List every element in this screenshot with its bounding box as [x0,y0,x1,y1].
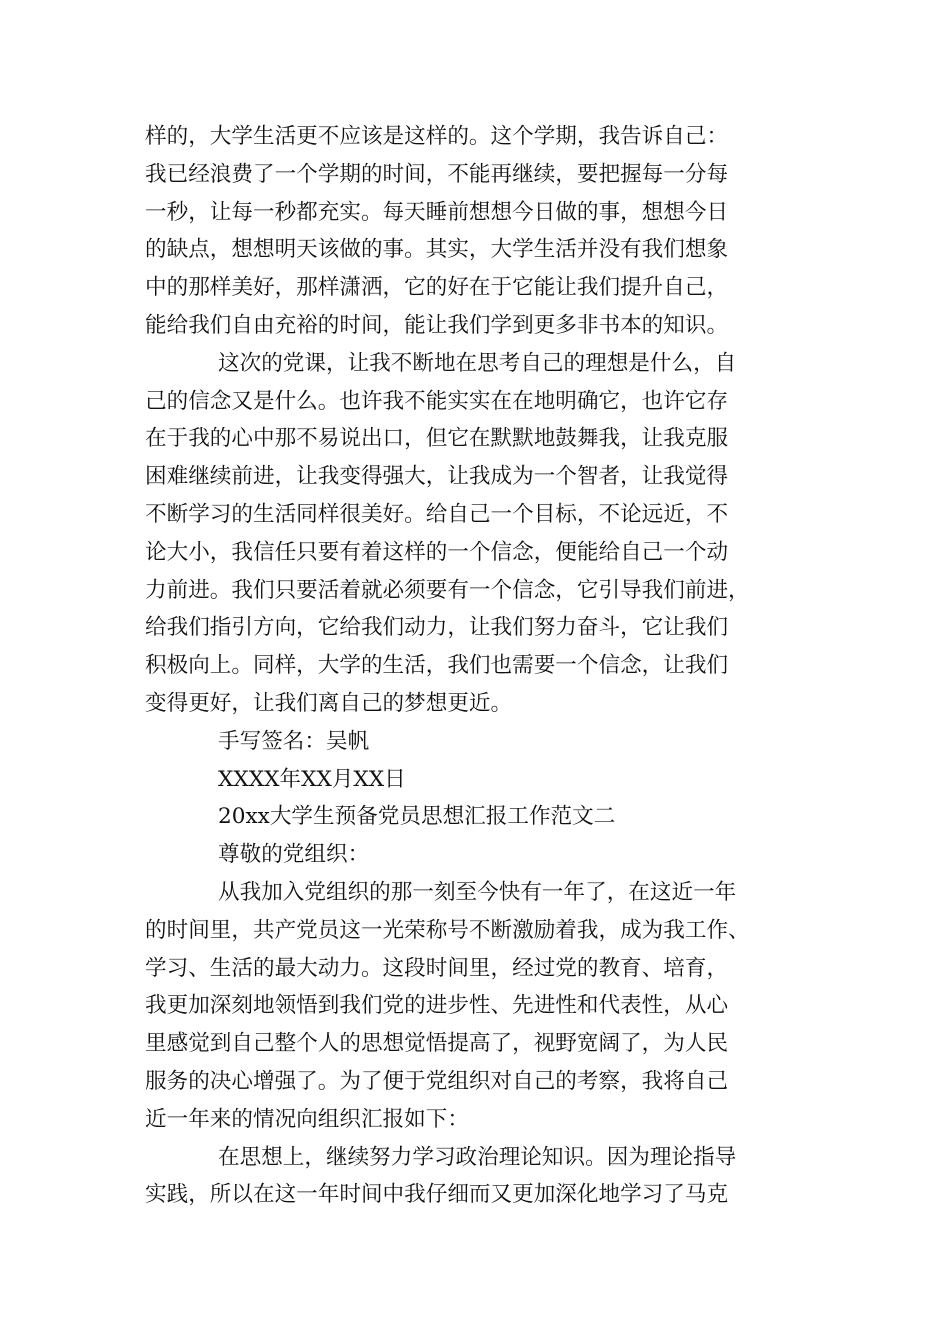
text-line: 困难继续前进，让我变得强大，让我成为一个智者，让我觉得 [145,464,729,490]
text-line: 学习、生活的最大动力。这段时间里，经过党的教育、培育， [145,955,729,981]
text-line: 变得更好，让我们离自己的梦想更近。 [145,690,513,716]
text-line: 在思想上，继续努力学习政治理论知识。因为理论指导 [218,1144,737,1170]
paragraph-2 [145,345,805,723]
text-line: 服务的决心增强了。为了便于党组织对自己的考察，我将自己 [145,1068,729,1094]
text-line: 一秒，让每一秒都充实。每天睡前想想今日做的事，想想今日 [145,199,729,225]
text-line: 能给我们自由充裕的时间，能让我们学到更多非书本的知识。 [145,312,729,338]
text-line: 积极向上。同样，大学的生活，我们也需要一个信念，让我们 [145,653,729,679]
text-line: 从我加入党组织的那一刻至今快有一年了，在这近一年 [218,879,737,905]
document-body [145,118,805,1214]
text-line: 的时间里，共产党员这一光荣称号不断激励着我，成为我工作、 [145,917,750,943]
text-line: 的缺点，想想明天该做的事。其实，大学生活并没有我们想象 [145,237,729,263]
section-title: 20xx大学生预备党员思想汇报工作范文二 [218,804,616,830]
date: XXXX年XX月XX日 [218,766,406,792]
text-line: 己的信念又是什么。也许我不能实实在在地明确它，也许它存 [145,388,729,414]
text-line: 样的，大学生活更不应该是这样的。这个学期，我告诉自己： [145,124,729,149]
text-line: 这次的党课，让我不断地在思考自己的理想是什么，自 [218,350,737,376]
text-line: 近一年来的情况向组织汇报如下： [145,1106,469,1132]
signature: 手写签名：吴帆 [218,728,370,754]
text-line: 给我们指引方向，它给我们动力，让我们努力奋斗，它让我们 [145,615,729,641]
paragraph-4 [145,1139,805,1215]
text-line: 不断学习的生活同样很美好。给自己一个目标，不论远近，不 [145,501,729,527]
text-line: 我已经浪费了一个学期的时间，不能再继续，要把握每一分每 [145,161,729,187]
text-line: 我更加深刻地领悟到我们党的进步性、先进性和代表性，从心 [145,993,729,1019]
text-line: 里感觉到自己整个人的思想觉悟提高了，视野宽阔了，为人民 [145,1031,729,1057]
paragraph-3 [145,874,805,1139]
paragraph-1 [145,118,805,345]
text-line: 论大小，我信任只要有着这样的一个信念，便能给自己一个动 [145,539,729,565]
text-line: 实践，所以在这一年时间中我仔细而又更加深化地学习了马克 [145,1182,729,1208]
text-line: 力前进。我们只要活着就必须要有一个信念，它引导我们前进， [145,577,750,603]
text-line: 中的那样美好，那样潇洒，它的好在于它能让我们提升自己， [145,275,729,301]
text-line: 在于我的心中那不易说出口，但它在默默地鼓舞我，让我克服 [145,426,729,452]
salutation: 尊敬的党组织： [218,842,370,868]
